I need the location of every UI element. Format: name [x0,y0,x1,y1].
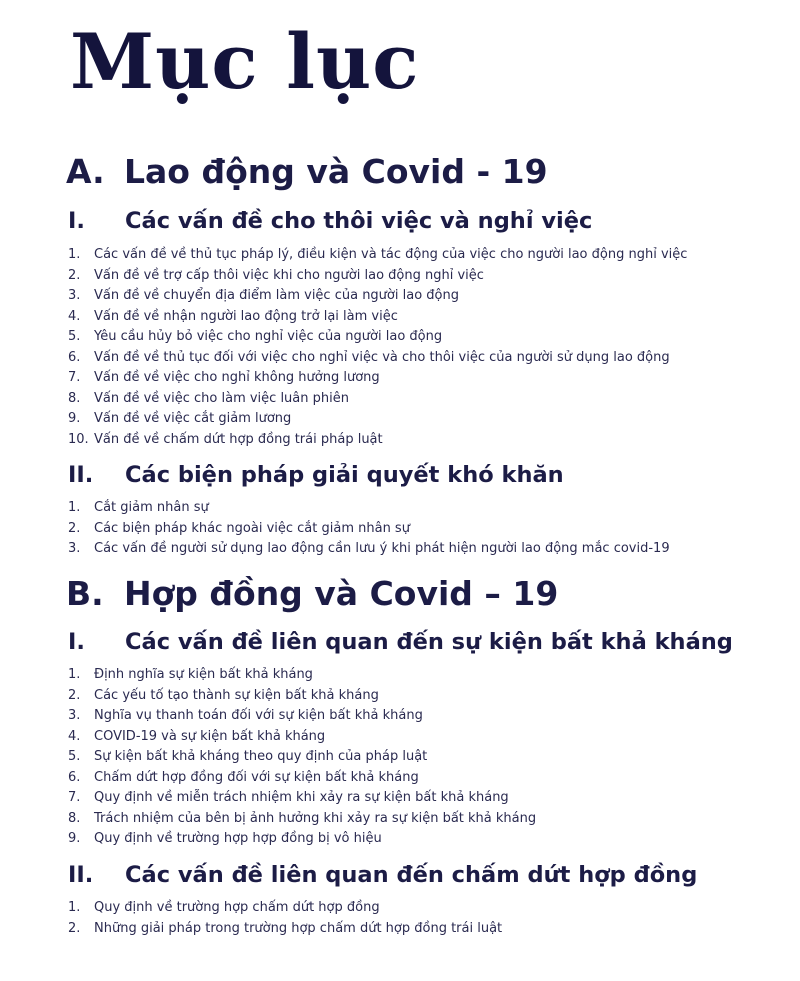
item-number: 4. [68,728,81,744]
section-title: Lao động và Covid - 19 [124,152,548,191]
item-number: 2. [68,920,81,936]
subsection-numeral: I. [68,208,85,234]
list-item [68,809,536,830]
section-letter: A. [66,152,105,191]
item-number: 3. [68,288,81,303]
item-number: 3. [68,708,81,723]
item-text: Vấn đề về chấm dứt hợp đồng trái pháp luật [94,431,383,447]
item-number: 5. [68,749,81,764]
item-text: Những giải pháp trong trường hợp chấm dứt hợp đồng trái luật [94,920,503,936]
list-item [68,898,502,919]
list-item [68,539,670,560]
item-text: Cắt giảm nhân sự [94,500,209,515]
item-number: 6. [68,349,81,365]
subsection-a1-heading [68,206,592,236]
list-item [68,409,687,430]
item-number: 5. [68,329,81,344]
item-number: 1. [68,247,81,262]
item-text: Quy định về trường hợp hợp đồng bị vô hiệu [94,831,382,846]
item-text: Sự kiện bất khả kháng theo quy định của pháp luật [94,749,428,764]
list-item [68,348,687,369]
item-text: Chấm dứt hợp đồng đối với sự kiện bất khả kháng [94,769,419,785]
subsection-numeral: II. [68,462,94,488]
subsection-title: Các vấn đề liên quan đến chấm dứt hợp đồng [125,862,698,888]
list-item [68,430,687,451]
item-text: Nghĩa vụ thanh toán đối với sự kiện bất khả kháng [94,708,423,723]
item-text: Các vấn đề về thủ tục pháp lý, điều kiện và tác động của việc cho người lao động nghỉ việc [94,247,688,262]
list-item [68,498,670,519]
list-item [68,368,687,389]
subsection-numeral: I. [68,629,85,655]
page-title: Mục lục [70,17,420,106]
list-item [68,245,687,266]
item-number: 2. [68,267,81,283]
item-text: Các yếu tố tạo thành sự kiện bất khả kháng [94,687,379,703]
item-number: 6. [68,769,81,785]
section-letter: B. [66,574,104,613]
list-item [68,665,536,686]
list-item [68,788,536,809]
list-item [68,768,536,789]
list-item [68,919,502,940]
list-item [68,706,536,727]
item-text: Trách nhiệm của bên bị ảnh hưởng khi xảy ra sự kiện bất khả kháng [94,810,537,826]
item-number: 8. [68,390,81,406]
item-number: 10. [68,431,89,447]
subsection-b2-list [68,898,502,939]
subsection-a2-heading [68,460,564,490]
subsection-numeral: II. [68,862,94,888]
item-number: 1. [68,900,81,915]
list-item [68,327,687,348]
section-title: Hợp đồng và Covid – 19 [124,574,559,613]
item-number: 1. [68,500,81,515]
item-number: 4. [68,308,81,324]
list-item [68,286,687,307]
subsection-title: Các vấn đề liên quan đến sự kiện bất khả kháng [125,629,733,655]
item-number: 8. [68,810,81,826]
item-text: COVID-19 và sự kiện bất khả kháng [94,728,326,744]
subsection-b1-heading [68,627,733,657]
item-text: Yêu cầu hủy bỏ việc cho nghỉ việc của người lao động [94,329,443,344]
item-text: Quy định về trường hợp chấm dứt hợp đồng [94,900,380,915]
subsection-a1-list [68,245,687,450]
subsection-b2-heading [68,860,697,890]
item-number: 9. [68,831,81,846]
item-text: Vấn đề về trợ cấp thôi việc khi cho người lao động nghỉ việc [94,267,484,283]
item-text: Vấn đề về chuyển địa điểm làm việc của người lao động [94,288,459,303]
list-item [68,389,687,410]
item-number: 9. [68,411,81,426]
list-item [68,747,536,768]
item-text: Vấn đề về việc cho nghỉ không hưởng lương [94,370,380,385]
item-text: Vấn đề về việc cho làm việc luân phiên [94,390,349,406]
item-text: Vấn đề về việc cắt giảm lương [94,411,292,426]
section-a-heading [66,152,548,192]
item-number: 7. [68,370,81,385]
list-item [68,307,687,328]
item-number: 3. [68,541,81,556]
list-item [68,266,687,287]
list-item [68,519,670,540]
subsection-a2-list [68,498,670,560]
list-item [68,686,536,707]
item-text: Các biện pháp khác ngoài việc cắt giảm nhân sự [94,520,410,536]
item-text: Định nghĩa sự kiện bất khả kháng [94,667,313,682]
item-number: 7. [68,790,81,805]
item-text: Quy định về miễn trách nhiệm khi xảy ra sự kiện bất khả kháng [94,790,509,805]
item-number: 1. [68,667,81,682]
item-number: 2. [68,520,81,536]
item-number: 2. [68,687,81,703]
item-text: Vấn đề về nhận người lao động trở lại làm việc [94,308,398,324]
subsection-b1-list [68,665,536,850]
subsection-title: Các vấn đề cho thôi việc và nghỉ việc [125,208,593,234]
item-text: Vấn đề về thủ tục đối với việc cho nghỉ việc và cho thôi việc của người sử dụng lao động [94,349,670,365]
subsection-title: Các biện pháp giải quyết khó khăn [125,462,564,488]
list-item [68,727,536,748]
list-item [68,829,536,850]
section-b-heading [66,574,558,614]
item-text: Các vấn đề người sử dụng lao động cần lưu ý khi phát hiện người lao động mắc covid-19 [94,541,670,556]
